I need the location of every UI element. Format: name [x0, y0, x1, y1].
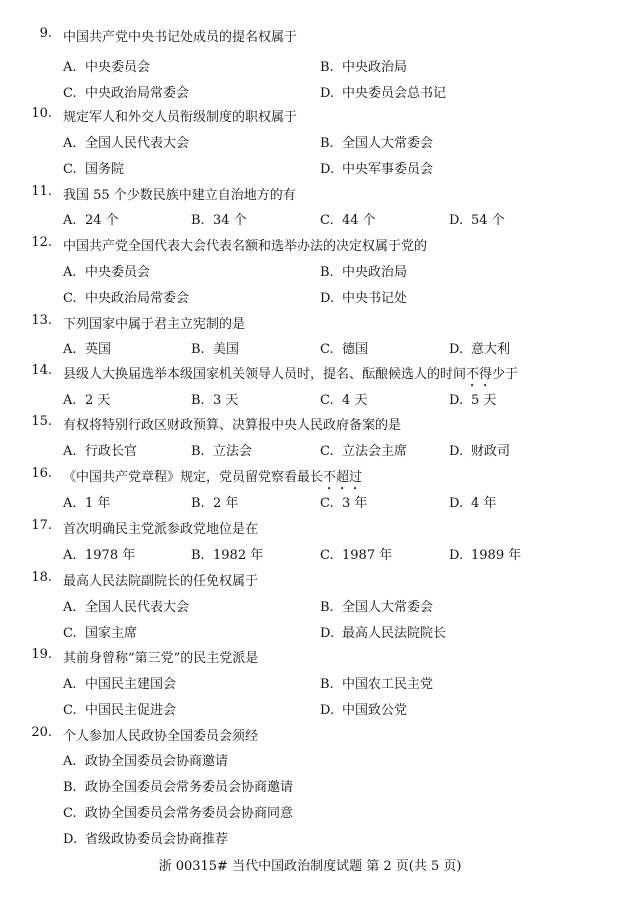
option-letter: A.	[63, 444, 77, 459]
option-text: 2 天	[85, 393, 111, 408]
option-text: 全国人大常委会	[342, 600, 434, 615]
answer-option	[320, 492, 367, 511]
question-number: 12.	[31, 235, 52, 250]
answer-option	[191, 440, 252, 459]
option-text: 1982 年	[213, 548, 264, 563]
option-letter: C.	[63, 162, 77, 177]
option-text: 中央委员会总书记	[342, 86, 447, 101]
option-letter: B.	[191, 213, 205, 228]
answer-option	[63, 209, 119, 228]
answer-option	[63, 132, 189, 151]
option-letter: A.	[63, 342, 77, 357]
option-letter: B.	[191, 496, 205, 511]
question-stem	[0, 106, 620, 126]
answer-option	[320, 338, 368, 357]
option-letter: B.	[320, 265, 334, 280]
question-text: 最高人民法院副院长的任免权属于	[63, 574, 259, 589]
option-letter: C.	[320, 548, 334, 563]
answer-option	[449, 544, 521, 563]
emphasized-text: 不得	[466, 367, 493, 382]
answer-option	[320, 440, 407, 459]
option-text: 中央委员会	[85, 265, 151, 280]
option-text: 3 天	[213, 393, 239, 408]
question-text: 中国共产党中央书记处成员的提名权属于	[63, 30, 298, 45]
question-text-part: 少于	[492, 367, 519, 382]
option-letter: D.	[63, 832, 78, 847]
option-letter: D.	[320, 291, 335, 306]
answer-option	[320, 673, 433, 692]
option-text: 中央政治局常委会	[85, 86, 190, 101]
answer-option	[320, 82, 446, 101]
answer-option	[320, 287, 407, 306]
option-text: 中国致公党	[342, 703, 408, 718]
option-letter: D.	[449, 342, 464, 357]
option-text: 中央书记处	[342, 291, 408, 306]
question-number: 13.	[31, 313, 52, 328]
answer-option	[63, 776, 293, 795]
option-text: 中国民主建国会	[85, 677, 177, 692]
answer-option	[63, 492, 110, 511]
option-text: 德国	[342, 342, 369, 357]
option-text: 英国	[85, 342, 112, 357]
answer-option	[320, 544, 392, 563]
option-letter: B.	[191, 342, 205, 357]
option-letter: D.	[449, 548, 464, 563]
option-text: 美国	[213, 342, 240, 357]
option-text: 财政司	[471, 444, 511, 459]
question-stem	[0, 466, 620, 486]
answer-option	[63, 596, 189, 615]
answer-option	[320, 622, 446, 641]
question-stem	[0, 518, 620, 538]
option-letter: D.	[449, 213, 464, 228]
option-letter: C.	[320, 213, 334, 228]
option-text: 1989 年	[471, 548, 522, 563]
option-letter: D.	[320, 162, 335, 177]
question-text: 个人参加人民政协全国委员会须经	[63, 729, 259, 744]
option-text: 1987 年	[342, 548, 393, 563]
answer-option	[449, 440, 510, 459]
answer-option	[191, 544, 263, 563]
answer-option	[63, 440, 137, 459]
option-text: 34 个	[213, 213, 247, 228]
option-text: 省级政协委员会协商推荐	[85, 832, 229, 847]
question-number: 19.	[31, 647, 52, 662]
option-letter: D.	[449, 496, 464, 511]
option-letter: B.	[320, 136, 334, 151]
answer-option	[63, 82, 189, 101]
question-text: 规定军人和外交人员衔级制度的职权属于	[63, 110, 298, 125]
option-text: 中央政治局常委会	[85, 291, 190, 306]
question-text: 首次明确民主党派参政党地位是在	[63, 522, 259, 537]
option-text: 立法会	[213, 444, 253, 459]
answer-option	[320, 209, 376, 228]
option-letter: D.	[320, 626, 335, 641]
answer-option	[63, 261, 150, 280]
answer-option	[63, 544, 135, 563]
option-text: 2 年	[213, 496, 239, 511]
option-letter: A.	[63, 677, 77, 692]
answer-option	[320, 699, 407, 718]
answer-option	[320, 261, 407, 280]
option-text: 中国民主促进会	[85, 703, 177, 718]
question-stem	[0, 647, 620, 667]
option-letter: A.	[63, 600, 77, 615]
answer-option	[449, 338, 510, 357]
option-text: 4 天	[342, 393, 368, 408]
question-text: 中国共产党全国代表大会代表名额和选举办法的决定权属于党的	[63, 239, 428, 254]
answer-option	[63, 673, 176, 692]
answer-option	[320, 56, 407, 75]
option-text: 5 天	[471, 393, 497, 408]
answer-option	[191, 492, 238, 511]
question-number: 15.	[31, 414, 52, 429]
option-text: 政协全国委员会常务委员会协商同意	[85, 806, 294, 821]
question-number: 11.	[31, 184, 52, 199]
option-letter: C.	[63, 806, 77, 821]
answer-option	[63, 699, 176, 718]
option-text: 中央政治局	[342, 265, 408, 280]
answer-option	[449, 209, 505, 228]
option-letter: A.	[63, 393, 77, 408]
question-text-part: 县级人大换届选举本级国家机关领导人员时，提名、酝酿候选人的时间	[63, 367, 467, 382]
question-text: 下列国家中属于君主立宪制的是	[63, 317, 246, 332]
option-text: 立法会主席	[342, 444, 408, 459]
answer-option	[449, 389, 496, 408]
answer-option	[191, 209, 247, 228]
option-text: 44 个	[342, 213, 376, 228]
question-number: 18.	[31, 570, 52, 585]
option-letter: A.	[63, 548, 77, 563]
option-letter: B.	[63, 780, 77, 795]
answer-option	[63, 158, 124, 177]
question-stem	[0, 26, 620, 46]
question-number: 9.	[39, 26, 52, 41]
question-stem	[0, 235, 620, 255]
option-letter: B.	[191, 393, 205, 408]
answer-option	[63, 802, 293, 821]
option-letter: D.	[320, 703, 335, 718]
page-footer: 浙 00315# 当代中国政治制度试题 第 2 页(共 5 页)	[158, 859, 462, 874]
question-number: 16.	[31, 466, 52, 481]
question-text: 有权将特别行政区财政预算、决算报中央人民政府备案的是	[63, 418, 402, 433]
option-letter: B.	[320, 677, 334, 692]
option-text: 3 年	[342, 496, 368, 511]
option-letter: C.	[320, 342, 334, 357]
option-letter: A.	[63, 60, 77, 75]
option-text: 中国农工民主党	[342, 677, 434, 692]
question-number: 20.	[31, 725, 52, 740]
option-text: 政协全国委员会协商邀请	[85, 754, 229, 769]
option-text: 国家主席	[85, 626, 138, 641]
answer-option	[320, 132, 433, 151]
option-text: 全国人大常委会	[342, 136, 434, 151]
answer-option	[320, 389, 367, 408]
question-text: 我国 55 个少数民族中建立自治地方的有	[63, 188, 296, 203]
option-text: 24 个	[85, 213, 119, 228]
option-letter: B.	[191, 548, 205, 563]
option-letter: C.	[63, 291, 77, 306]
option-letter: C.	[320, 393, 334, 408]
option-letter: B.	[320, 60, 334, 75]
option-text: 政协全国委员会常务委员会协商邀请	[85, 780, 294, 795]
question-text	[63, 363, 518, 390]
answer-option	[320, 158, 433, 177]
option-letter: A.	[63, 754, 77, 769]
question-stem	[0, 414, 620, 434]
question-stem	[0, 570, 620, 590]
answer-option	[320, 596, 433, 615]
option-letter: C.	[63, 626, 77, 641]
question-text-part: 《中国共产党章程》规定，党员留党察看最长	[63, 470, 324, 485]
answer-option	[191, 338, 239, 357]
option-text: 1 年	[85, 496, 111, 511]
option-text: 意大利	[471, 342, 511, 357]
option-letter: D.	[449, 393, 464, 408]
option-text: 全国人民代表大会	[85, 600, 190, 615]
option-text: 中央政治局	[342, 60, 408, 75]
option-letter: D.	[320, 86, 335, 101]
answer-option	[63, 338, 111, 357]
option-text: 行政长官	[85, 444, 138, 459]
answer-option	[63, 287, 189, 306]
question-text	[63, 466, 362, 493]
question-number: 10.	[31, 106, 52, 121]
option-letter: B.	[320, 600, 334, 615]
option-letter: B.	[191, 444, 205, 459]
option-letter: A.	[63, 213, 77, 228]
answer-option	[63, 389, 110, 408]
emphasized-text: 不超过	[323, 470, 363, 485]
option-text: 1978 年	[85, 548, 136, 563]
option-text: 4 年	[471, 496, 497, 511]
option-letter: D.	[449, 444, 464, 459]
question-stem	[0, 363, 620, 383]
option-letter: C.	[63, 86, 77, 101]
option-text: 54 个	[471, 213, 505, 228]
option-text: 中央军事委员会	[342, 162, 434, 177]
option-letter: A.	[63, 265, 77, 280]
option-letter: C.	[63, 703, 77, 718]
option-letter: C.	[320, 444, 334, 459]
option-text: 国务院	[85, 162, 125, 177]
option-text: 最高人民法院院长	[342, 626, 447, 641]
question-number: 17.	[31, 518, 52, 533]
question-number: 14.	[31, 363, 52, 378]
answer-option	[63, 828, 228, 847]
answer-option	[63, 750, 228, 769]
answer-option	[63, 622, 137, 641]
question-stem	[0, 313, 620, 333]
question-stem	[0, 184, 620, 204]
option-letter: A.	[63, 136, 77, 151]
option-letter: C.	[320, 496, 334, 511]
question-stem	[0, 725, 620, 745]
option-text: 中央委员会	[85, 60, 151, 75]
answer-option	[191, 389, 238, 408]
answer-option	[449, 492, 496, 511]
option-text: 全国人民代表大会	[85, 136, 190, 151]
option-letter: A.	[63, 496, 77, 511]
answer-option	[63, 56, 150, 75]
question-text: 其前身曾称“第三党”的民主党派是	[63, 651, 259, 666]
